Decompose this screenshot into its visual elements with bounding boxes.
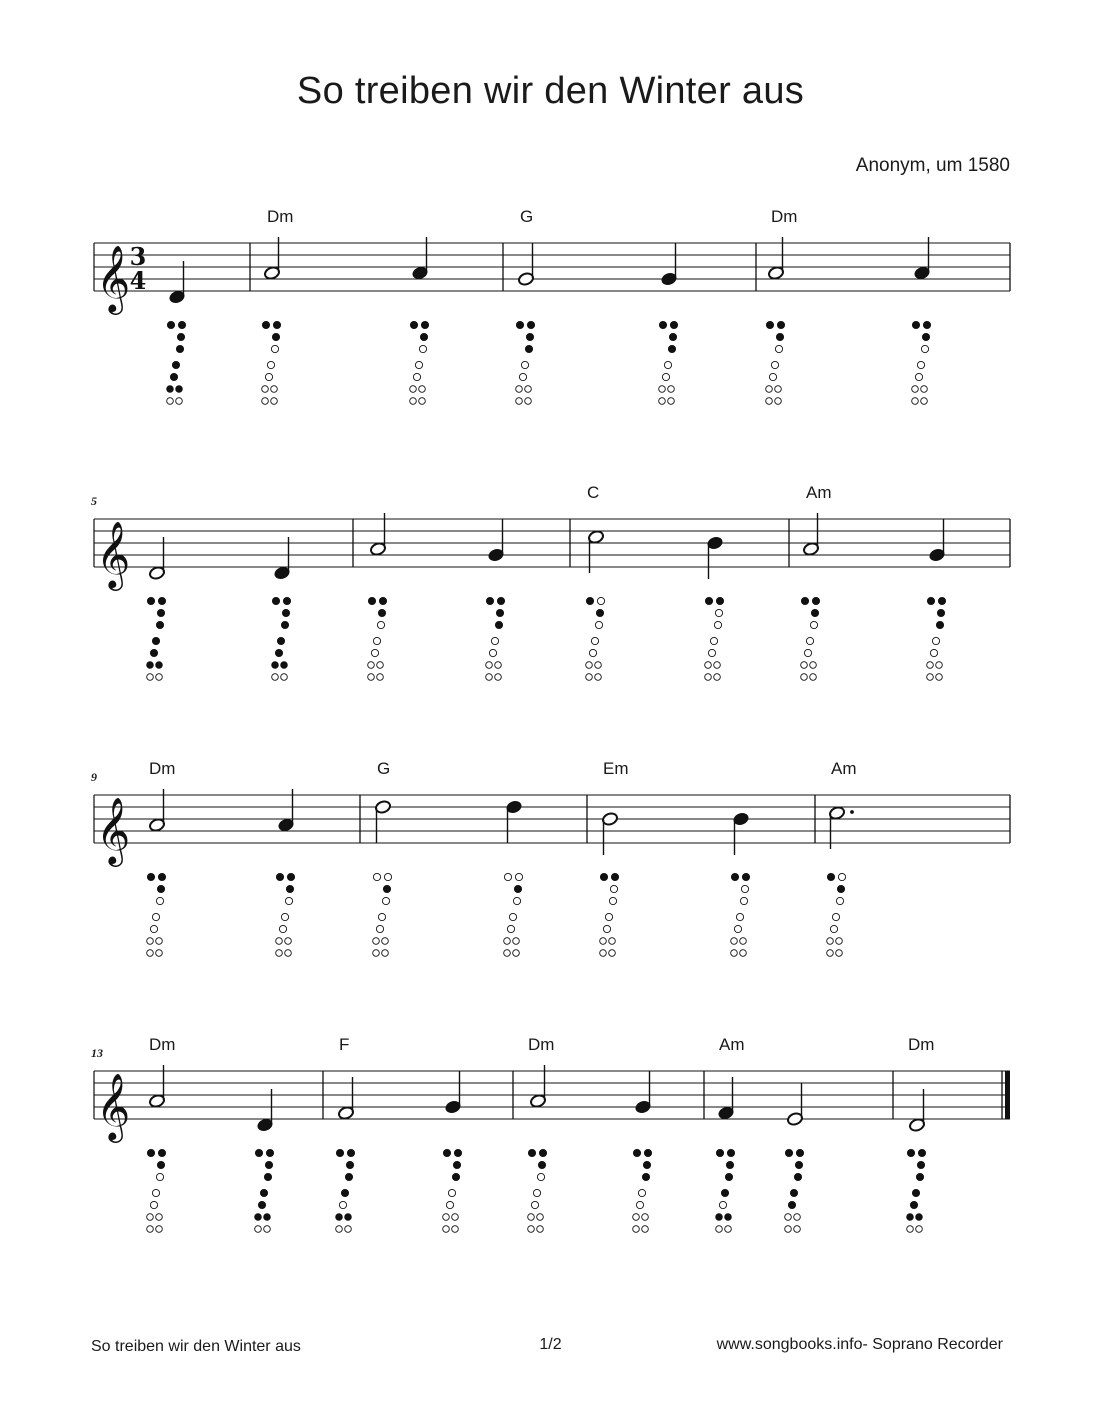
- bar-number: 13: [91, 1046, 103, 1060]
- fingering-chart: [785, 1149, 804, 1232]
- fingering-chart: [633, 1149, 652, 1232]
- svg-text:𝄞: 𝄞: [96, 520, 131, 588]
- chord-symbol: Am: [831, 759, 857, 778]
- bar-number: 9: [91, 770, 97, 784]
- chord-symbol: Dm: [149, 1035, 176, 1054]
- chord-symbol: Am: [719, 1035, 745, 1054]
- svg-text:4: 4: [129, 266, 147, 295]
- chord-symbol: Dm: [908, 1035, 935, 1054]
- chord-symbol: Em: [603, 759, 629, 778]
- chord-symbol: Dm: [267, 207, 294, 226]
- svg-text:𝄞: 𝄞: [96, 244, 131, 312]
- fingering-chart: [336, 1149, 355, 1232]
- chord-symbol: Dm: [771, 207, 798, 226]
- bar-number: 5: [91, 494, 97, 508]
- chord-symbol: Am: [806, 483, 832, 502]
- footer-source-link[interactable]: www.songbooks.info- Soprano Recorder: [716, 1336, 1003, 1353]
- chord-symbol: G: [520, 207, 534, 226]
- chord-symbol: F: [339, 1035, 350, 1054]
- fingering-chart: [528, 1149, 547, 1232]
- composer-credit: Anonym, um 1580: [855, 155, 1010, 176]
- fingering-chart: [716, 1149, 735, 1232]
- svg-text:𝄞: 𝄞: [96, 796, 131, 864]
- page-title: So treiben wir den Winter aus: [296, 70, 805, 112]
- svg-text:𝄞: 𝄞: [96, 1072, 131, 1140]
- chord-symbol: Dm: [528, 1035, 555, 1054]
- footer-title: So treiben wir den Winter aus: [91, 1338, 301, 1355]
- fingering-chart: [147, 1149, 166, 1232]
- fingering-chart: [255, 1149, 274, 1232]
- fingering-chart: [443, 1149, 462, 1232]
- svg-text:3: 3: [129, 242, 147, 271]
- chord-symbol: Dm: [149, 759, 176, 778]
- fingering-chart: [907, 1149, 926, 1232]
- page-number: 1/2: [539, 1336, 562, 1353]
- chord-symbol: C: [587, 483, 600, 502]
- chord-symbol: G: [377, 759, 391, 778]
